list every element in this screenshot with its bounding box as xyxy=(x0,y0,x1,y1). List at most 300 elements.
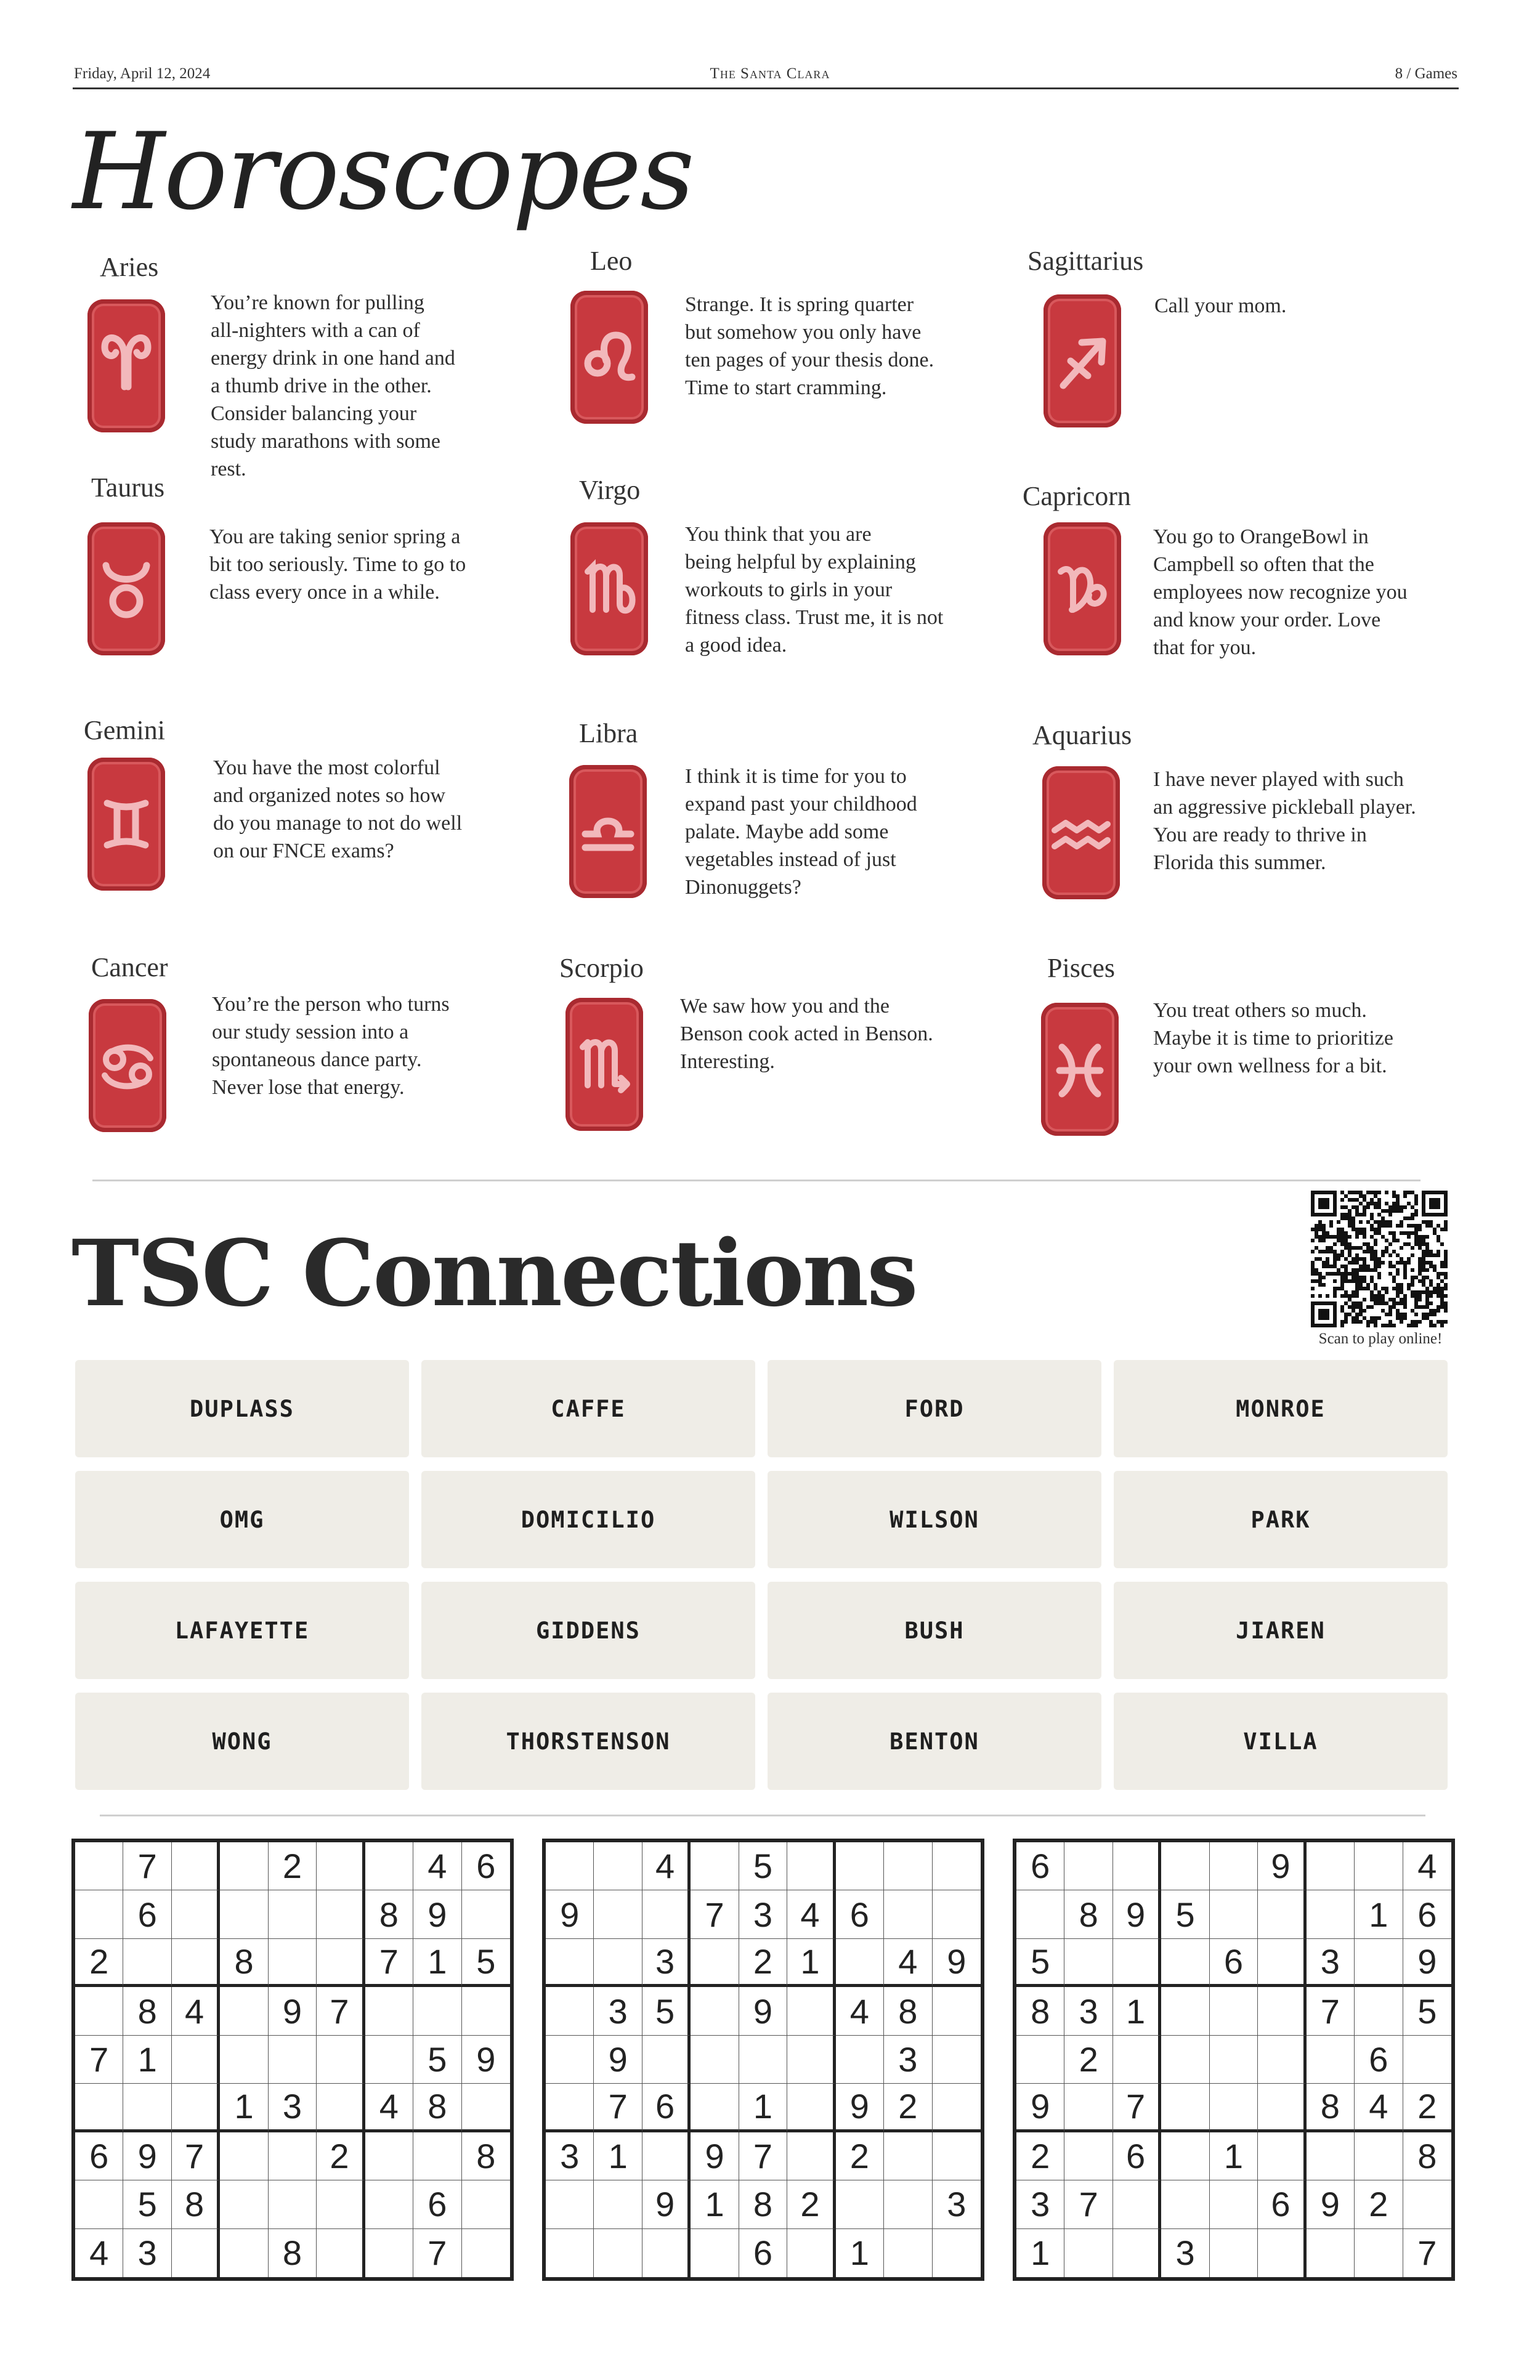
sudoku-cell[interactable] xyxy=(1016,1890,1064,1938)
sudoku-cell[interactable]: 1 xyxy=(594,2132,642,2180)
header-divider xyxy=(73,87,1459,89)
aquarius-icon xyxy=(1042,766,1120,899)
sudoku-cell[interactable]: 2 xyxy=(1064,2036,1112,2084)
sudoku-cell[interactable]: 3 xyxy=(1307,1939,1355,1987)
virgo-icon xyxy=(570,522,648,655)
sudoku-cell[interactable] xyxy=(1210,2180,1258,2228)
sudoku-cell[interactable] xyxy=(462,1987,510,2035)
sudoku-cell[interactable] xyxy=(1161,1842,1209,1890)
sudoku-cell[interactable]: 1 xyxy=(413,1939,461,1987)
sudoku-cell[interactable] xyxy=(269,1939,317,1987)
sudoku-cell[interactable] xyxy=(1307,2229,1355,2277)
aries-icon xyxy=(87,299,165,432)
sudoku-cell[interactable]: 7 xyxy=(1113,2084,1161,2132)
sudoku-cell[interactable]: 5 xyxy=(739,1842,787,1890)
sudoku-cell[interactable] xyxy=(1210,1987,1258,2035)
sudoku-cell[interactable]: 7 xyxy=(413,2229,461,2277)
sudoku-cell[interactable]: 6 xyxy=(1355,2036,1403,2084)
sudoku-cell[interactable]: 9 xyxy=(691,2132,739,2180)
sudoku-cell[interactable] xyxy=(1161,1939,1209,1987)
sudoku-cell[interactable]: 7 xyxy=(594,2084,642,2132)
sudoku-cell[interactable] xyxy=(220,1890,268,1938)
sudoku-cell[interactable] xyxy=(220,2180,268,2228)
sudoku-cell[interactable] xyxy=(172,2084,220,2132)
sudoku-cell[interactable]: 8 xyxy=(365,1890,413,1938)
sudoku-cell[interactable] xyxy=(1258,2084,1306,2132)
sudoku-cell[interactable] xyxy=(691,2036,739,2084)
sudoku-cell[interactable]: 3 xyxy=(1161,2229,1209,2277)
sudoku-cell[interactable]: 5 xyxy=(1403,1987,1451,2035)
connection-word-tile[interactable]: WILSON xyxy=(768,1471,1101,1568)
sudoku-cell[interactable]: 2 xyxy=(1016,2132,1064,2180)
connection-word-tile[interactable]: OMG xyxy=(75,1471,409,1568)
sudoku-cell[interactable]: 6 xyxy=(1113,2132,1161,2180)
sudoku-cell[interactable] xyxy=(220,1842,268,1890)
sudoku-cell[interactable]: 2 xyxy=(884,2084,932,2132)
sudoku-cell[interactable]: 5 xyxy=(642,1987,691,2035)
sudoku-cell[interactable]: 8 xyxy=(269,2229,317,2277)
sudoku-cell[interactable] xyxy=(1064,1939,1112,1987)
sudoku-cell[interactable] xyxy=(365,2036,413,2084)
sudoku-cell[interactable] xyxy=(269,1890,317,1938)
connection-word-tile[interactable]: JIAREN xyxy=(1114,1582,1448,1679)
sudoku-cell[interactable] xyxy=(220,2132,268,2180)
sudoku-cell[interactable]: 3 xyxy=(884,2036,932,2084)
sudoku-cell[interactable]: 1 xyxy=(691,2180,739,2228)
sign-name-cancer: Cancer xyxy=(91,952,168,982)
connection-word-tile[interactable]: BENTON xyxy=(768,1693,1101,1790)
sudoku-cell[interactable] xyxy=(220,2229,268,2277)
sign-text-leo: Strange. It is spring quarter but somehow you only have ten pages of your thesis done. Time to start cramming. xyxy=(685,293,934,399)
sign-name-aries: Aries xyxy=(100,252,159,282)
sudoku-cell[interactable] xyxy=(1210,2036,1258,2084)
sudoku-cell[interactable]: 9 xyxy=(933,1939,981,1987)
sudoku-cell[interactable] xyxy=(933,2229,981,2277)
sudoku-cell[interactable]: 1 xyxy=(1113,1987,1161,2035)
connections-title: TSC Connections xyxy=(71,1220,917,1327)
sudoku-cell[interactable]: 6 xyxy=(1403,1890,1451,1938)
sudoku-cell[interactable]: 4 xyxy=(884,1939,932,1987)
sudoku-cell[interactable] xyxy=(546,2180,594,2228)
sudoku-cell[interactable] xyxy=(1403,2180,1451,2228)
sudoku-cell[interactable] xyxy=(933,2084,981,2132)
page-section: 8 / Games xyxy=(1395,65,1457,82)
sudoku-cell[interactable] xyxy=(269,2180,317,2228)
sudoku-cell[interactable]: 9 xyxy=(413,1890,461,1938)
sudoku-cell[interactable]: 7 xyxy=(172,2132,220,2180)
sudoku-cell[interactable] xyxy=(1113,2180,1161,2228)
sudoku-cell[interactable] xyxy=(269,2132,317,2180)
sudoku-cell[interactable]: 6 xyxy=(462,1842,510,1890)
sudoku-cell[interactable] xyxy=(1064,2084,1112,2132)
sudoku-cell[interactable] xyxy=(1113,1939,1161,1987)
sudoku-cell[interactable]: 8 xyxy=(1016,1987,1064,2035)
sudoku-cell[interactable] xyxy=(123,2084,171,2132)
sudoku-cell[interactable] xyxy=(787,1842,835,1890)
connection-word-tile[interactable]: MONROE xyxy=(1114,1360,1448,1457)
sudoku-cell[interactable]: 2 xyxy=(1355,2180,1403,2228)
sudoku-cell[interactable] xyxy=(836,2036,884,2084)
connection-word-tile[interactable]: CAFFE xyxy=(421,1360,755,1457)
connection-word-tile[interactable]: PARK xyxy=(1114,1471,1448,1568)
sudoku-cell[interactable]: 4 xyxy=(172,1987,220,2035)
sudoku-cell[interactable] xyxy=(546,1939,594,1987)
sudoku-cell[interactable]: 8 xyxy=(123,1987,171,2035)
sudoku-grid-1 xyxy=(71,1839,514,2281)
sudoku-grid-3 xyxy=(1013,1839,1455,2281)
scorpio-icon xyxy=(565,998,643,1131)
sudoku-cell[interactable]: 9 xyxy=(123,2132,171,2180)
sudoku-cell[interactable] xyxy=(1355,2132,1403,2180)
section-divider xyxy=(100,1815,1425,1816)
sudoku-cell[interactable]: 1 xyxy=(1355,1890,1403,1938)
horoscopes-title: Horoscopes xyxy=(73,110,694,233)
sudoku-cell[interactable]: 9 xyxy=(1307,2180,1355,2228)
connection-word-tile[interactable]: BUSH xyxy=(768,1582,1101,1679)
sudoku-cell[interactable]: 6 xyxy=(642,2084,691,2132)
sudoku-cell[interactable] xyxy=(1064,2229,1112,2277)
sudoku-cell[interactable]: 1 xyxy=(836,2229,884,2277)
sudoku-cell[interactable] xyxy=(269,2036,317,2084)
issue-date: Friday, April 12, 2024 xyxy=(74,65,211,82)
gemini-icon xyxy=(87,758,165,891)
sudoku-cell[interactable] xyxy=(365,2132,413,2180)
sudoku-cell[interactable] xyxy=(1161,2036,1209,2084)
sudoku-cell[interactable]: 7 xyxy=(1417,2233,1437,2273)
sudoku-cell[interactable] xyxy=(1161,2084,1209,2132)
sudoku-cell[interactable]: 5 xyxy=(462,1939,510,1987)
sudoku-cell[interactable]: 9 xyxy=(269,1987,317,2035)
sudoku-cell[interactable] xyxy=(317,2229,365,2277)
sudoku-cell[interactable] xyxy=(1258,1939,1306,1987)
sudoku-cell[interactable]: 4 xyxy=(836,1987,884,2035)
sudoku-cell[interactable] xyxy=(365,2180,413,2228)
sudoku-cell[interactable]: 9 xyxy=(1258,1842,1306,1890)
sudoku-cell[interactable] xyxy=(594,1890,642,1938)
sudoku-cell[interactable] xyxy=(1064,1842,1112,1890)
sudoku-cell[interactable]: 3 xyxy=(739,1890,787,1938)
sudoku-cell[interactable] xyxy=(739,2036,787,2084)
sudoku-cell[interactable] xyxy=(1307,2036,1355,2084)
sudoku-cell[interactable] xyxy=(75,2180,123,2228)
sudoku-cell[interactable] xyxy=(462,1890,510,1938)
sudoku-cell[interactable]: 7 xyxy=(1064,2180,1112,2228)
sudoku-cell[interactable]: 4 xyxy=(1403,1842,1451,1890)
sudoku-cell[interactable] xyxy=(1113,2036,1161,2084)
sudoku-cell[interactable] xyxy=(75,1890,123,1938)
sudoku-cell[interactable] xyxy=(462,2180,510,2228)
sudoku-cell[interactable]: 3 xyxy=(1016,2180,1064,2228)
sudoku-cell[interactable]: 1 xyxy=(787,1939,835,1987)
sudoku-cell[interactable] xyxy=(1161,1987,1209,2035)
sudoku-cell[interactable]: 7 xyxy=(691,1890,739,1938)
sign-text-scorpio: We saw how you and the Benson cook acted in Benson. Interesting. xyxy=(680,995,933,1073)
sudoku-cell[interactable]: 4 xyxy=(787,1890,835,1938)
sudoku-cell[interactable]: 8 xyxy=(884,1987,932,2035)
sudoku-cell[interactable] xyxy=(691,1939,739,1987)
connection-word-tile[interactable]: WONG xyxy=(75,1693,409,1790)
sudoku-cell[interactable] xyxy=(594,2180,642,2228)
sudoku-cell[interactable]: 4 xyxy=(1355,2084,1403,2132)
sudoku-cell[interactable]: 4 xyxy=(413,1842,461,1890)
sudoku-cell[interactable] xyxy=(787,2229,835,2277)
capricorn-icon xyxy=(1044,522,1121,655)
sudoku-cell[interactable] xyxy=(1258,2036,1306,2084)
sudoku-cell[interactable]: 8 xyxy=(462,2132,510,2180)
sign-text-aries: You’re known for pulling all-nighters with a can of energy drink in one hand and a thumb drive in the other. Consider balancing your study marathons with some rest. xyxy=(211,291,455,480)
sign-name-gemini: Gemini xyxy=(84,715,165,745)
sudoku-cell[interactable] xyxy=(1307,1842,1355,1890)
sudoku-cell[interactable]: 5 xyxy=(1016,1939,1064,1987)
sudoku-cell[interactable]: 9 xyxy=(594,2036,642,2084)
sagittarius-icon xyxy=(1044,294,1121,427)
sudoku-cell[interactable]: 8 xyxy=(220,1939,268,1987)
sudoku-cell[interactable]: 7 xyxy=(123,1842,171,1890)
sudoku-cell[interactable] xyxy=(220,2036,268,2084)
sudoku-cell[interactable] xyxy=(123,1939,171,1987)
connection-word-tile[interactable]: LAFAYETTE xyxy=(75,1582,409,1679)
sudoku-cell[interactable] xyxy=(317,1939,365,1987)
sudoku-cell[interactable] xyxy=(836,1939,884,1987)
sudoku-cell[interactable]: 5 xyxy=(413,2036,461,2084)
sudoku-cell[interactable]: 9 xyxy=(1016,2084,1064,2132)
sudoku-cell[interactable] xyxy=(546,2036,594,2084)
sudoku-cell[interactable]: 9 xyxy=(1113,1890,1161,1938)
sudoku-cell[interactable] xyxy=(1355,1987,1403,2035)
sudoku-cell[interactable] xyxy=(691,1842,739,1890)
sudoku-cell[interactable]: 2 xyxy=(1403,2084,1451,2132)
connection-word-tile[interactable]: THORSTENSON xyxy=(421,1693,755,1790)
sudoku-cell[interactable] xyxy=(546,2084,594,2132)
sudoku-cell[interactable]: 4 xyxy=(642,1842,691,1890)
sudoku-cell[interactable] xyxy=(884,1890,932,1938)
sudoku-cell[interactable]: 3 xyxy=(546,2132,594,2180)
sign-text-sagittarius: Call your mom. xyxy=(1154,294,1287,317)
sudoku-cell[interactable] xyxy=(1113,2229,1161,2277)
sudoku-cell[interactable]: 9 xyxy=(1403,1939,1451,1987)
sudoku-cell[interactable] xyxy=(317,2180,365,2228)
sudoku-cell[interactable] xyxy=(462,2084,510,2132)
sudoku-cell[interactable] xyxy=(220,1987,268,2035)
sudoku-cell[interactable]: 3 xyxy=(1064,1987,1112,2035)
sudoku-cell[interactable]: 9 xyxy=(739,1987,787,2035)
sudoku-cell[interactable] xyxy=(836,1842,884,1890)
sudoku-cell[interactable]: 6 xyxy=(1210,1939,1258,1987)
sudoku-cell[interactable] xyxy=(884,2180,932,2228)
sudoku-cell[interactable] xyxy=(1258,2229,1306,2277)
connection-word-tile[interactable]: DOMICILIO xyxy=(421,1471,755,1568)
cancer-icon xyxy=(89,999,166,1132)
sudoku-cell[interactable] xyxy=(75,1842,123,1890)
sudoku-cell[interactable] xyxy=(1161,2132,1209,2180)
sudoku-cell[interactable] xyxy=(1307,1890,1355,1938)
sudoku-cell[interactable] xyxy=(546,2229,594,2277)
sudoku-cell[interactable]: 7 xyxy=(1307,1987,1355,2035)
sudoku-cell[interactable]: 2 xyxy=(787,2180,835,2228)
sudoku-cell[interactable] xyxy=(1355,1842,1403,1890)
sudoku-cell[interactable]: 6 xyxy=(75,2132,123,2180)
sudoku-cell[interactable] xyxy=(1016,2036,1064,2084)
sudoku-cell[interactable] xyxy=(642,2036,691,2084)
sign-text-gemini: You have the most colorful and organized notes so how do you manage to not do well on our FNCE exams? xyxy=(213,756,463,862)
sudoku-cell[interactable] xyxy=(365,1842,413,1890)
sudoku-cell[interactable]: 1 xyxy=(1016,2229,1064,2277)
sudoku-cell[interactable]: 8 xyxy=(1307,2084,1355,2132)
sudoku-cell[interactable]: 9 xyxy=(836,2084,884,2132)
sudoku-cell[interactable] xyxy=(642,1890,691,1938)
sudoku-cell[interactable] xyxy=(413,2132,461,2180)
sudoku-cell[interactable]: 2 xyxy=(836,2132,884,2180)
sudoku-cell[interactable] xyxy=(933,1842,981,1890)
sudoku-cell[interactable] xyxy=(1210,2084,1258,2132)
sudoku-cell[interactable] xyxy=(365,1987,413,2035)
sudoku-cell[interactable] xyxy=(787,2084,835,2132)
sudoku-cell[interactable] xyxy=(1210,2229,1258,2277)
sign-name-leo: Leo xyxy=(590,246,633,276)
sudoku-cell[interactable]: 7 xyxy=(317,1987,365,2035)
sudoku-cell[interactable]: 8 xyxy=(1064,1890,1112,1938)
sudoku-cell[interactable] xyxy=(172,2229,220,2277)
sudoku-cell[interactable] xyxy=(75,1987,123,2035)
sudoku-cell[interactable] xyxy=(1161,2180,1209,2228)
sudoku-cell[interactable]: 2 xyxy=(739,1939,787,1987)
sudoku-cell[interactable]: 6 xyxy=(413,2180,461,2228)
sudoku-cell[interactable]: 8 xyxy=(1403,2132,1451,2180)
sudoku-cell[interactable] xyxy=(462,2229,510,2277)
sudoku-cell[interactable]: 8 xyxy=(739,2180,787,2228)
sudoku-cell[interactable] xyxy=(594,1842,642,1890)
leo-icon xyxy=(570,291,648,424)
sudoku-cell[interactable] xyxy=(546,1842,594,1890)
sudoku-cell[interactable]: 1 xyxy=(123,2036,171,2084)
sudoku-cell[interactable] xyxy=(172,2036,220,2084)
sudoku-cell[interactable] xyxy=(1210,1842,1258,1890)
sudoku-cell[interactable] xyxy=(75,2084,123,2132)
sudoku-cell[interactable] xyxy=(933,2036,981,2084)
sudoku-cell[interactable] xyxy=(594,1939,642,1987)
sudoku-cell[interactable] xyxy=(691,1987,739,2035)
sudoku-cell[interactable] xyxy=(594,2229,642,2277)
sudoku-cell[interactable] xyxy=(365,2229,413,2277)
sudoku-cell[interactable] xyxy=(642,2229,691,2277)
sudoku-cell[interactable] xyxy=(787,1987,835,2035)
sign-name-taurus: Taurus xyxy=(91,472,165,503)
sudoku-cell[interactable]: 3 xyxy=(123,2229,171,2277)
sudoku-cell[interactable]: 7 xyxy=(365,1939,413,1987)
sudoku-cell[interactable] xyxy=(933,1890,981,1938)
sudoku-cell[interactable] xyxy=(1258,1890,1306,1938)
sudoku-cell[interactable] xyxy=(884,2229,932,2277)
sign-name-virgo: Virgo xyxy=(579,475,641,505)
sudoku-cell[interactable]: 2 xyxy=(317,2132,365,2180)
sudoku-cell[interactable]: 7 xyxy=(75,2036,123,2084)
sudoku-cell[interactable]: 9 xyxy=(642,2180,691,2228)
sudoku-cell[interactable] xyxy=(787,2132,835,2180)
sudoku-cell[interactable] xyxy=(1355,1939,1403,1987)
sudoku-cell[interactable] xyxy=(546,1987,594,2035)
sudoku-cell[interactable] xyxy=(172,1842,220,1890)
sudoku-cell[interactable]: 2 xyxy=(269,1842,317,1890)
sudoku-cell[interactable] xyxy=(1064,2132,1112,2180)
sudoku-cell[interactable] xyxy=(787,2036,835,2084)
section-divider xyxy=(92,1180,1420,1181)
connection-word-tile[interactable]: FORD xyxy=(768,1360,1101,1457)
sudoku-cell[interactable]: 8 xyxy=(413,2084,461,2132)
sign-text-aquarius: I have never played with such an aggressive pickleball player. You are ready to thrive in Florida this summer. xyxy=(1153,768,1416,874)
sudoku-cell[interactable] xyxy=(691,2084,739,2132)
sudoku-cell[interactable] xyxy=(836,2180,884,2228)
sudoku-cell[interactable] xyxy=(884,1842,932,1890)
sudoku-cell[interactable] xyxy=(642,2132,691,2180)
sign-name-libra: Libra xyxy=(579,718,638,748)
sudoku-cell[interactable]: 4 xyxy=(75,2229,123,2277)
sudoku-cell[interactable] xyxy=(1210,1890,1258,1938)
sudoku-cell[interactable] xyxy=(172,1890,220,1938)
qr-code-icon[interactable] xyxy=(1311,1191,1448,1327)
sudoku-cell[interactable]: 8 xyxy=(172,2180,220,2228)
sudoku-cell[interactable]: 3 xyxy=(269,2084,317,2132)
sudoku-cell[interactable]: 6 xyxy=(1258,2180,1306,2228)
newspaper-name: The Santa Clara xyxy=(710,65,830,82)
sudoku-cell[interactable] xyxy=(317,2036,365,2084)
sudoku-cell[interactable] xyxy=(317,1890,365,1938)
sudoku-cell[interactable] xyxy=(933,1987,981,2035)
taurus-icon xyxy=(87,522,165,655)
sudoku-cell[interactable]: 5 xyxy=(1161,1890,1209,1938)
sign-name-capricorn: Capricorn xyxy=(1023,481,1131,511)
sign-name-sagittarius: Sagittarius xyxy=(1027,246,1144,276)
sudoku-cell[interactable]: 9 xyxy=(546,1890,594,1938)
sudoku-cell[interactable] xyxy=(413,1987,461,2035)
sudoku-cell[interactable] xyxy=(317,2084,365,2132)
sign-text-virgo: You think that you are being helpful by explaining workouts to girls in your fitness class. Trust me, it is not a good idea. xyxy=(685,523,944,657)
sudoku-cell[interactable] xyxy=(1307,2132,1355,2180)
sudoku-cell[interactable]: 4 xyxy=(365,2084,413,2132)
sudoku-cell[interactable]: 1 xyxy=(739,2084,787,2132)
sudoku-cell[interactable]: 6 xyxy=(123,1890,171,1938)
sudoku-cell[interactable]: 1 xyxy=(220,2084,268,2132)
sign-name-scorpio: Scorpio xyxy=(559,953,644,983)
sudoku-cell[interactable]: 2 xyxy=(75,1939,123,1987)
sign-text-cancer: You’re the person who turns our study session into a spontaneous dance party. Never lose that energy. xyxy=(212,993,450,1099)
sign-name-aquarius: Aquarius xyxy=(1032,720,1132,750)
sudoku-cell[interactable]: 7 xyxy=(739,2132,787,2180)
connection-word-tile[interactable]: GIDDENS xyxy=(421,1582,755,1679)
sudoku-cell[interactable] xyxy=(1113,1842,1161,1890)
sudoku-cell[interactable] xyxy=(884,2132,932,2180)
sudoku-cell[interactable]: 3 xyxy=(642,1939,691,1987)
sudoku-cell[interactable] xyxy=(172,1939,220,1987)
sign-text-libra: I think it is time for you to expand past your childhood palate. Maybe add some vegetables instead of just Dinonuggets? xyxy=(685,765,917,899)
sudoku-cell[interactable]: 1 xyxy=(1210,2132,1258,2180)
sudoku-cell[interactable]: 9 xyxy=(462,2036,510,2084)
sudoku-cell[interactable] xyxy=(1258,1987,1306,2035)
sudoku-cell[interactable]: 5 xyxy=(123,2180,171,2228)
sudoku-cell[interactable]: 6 xyxy=(1016,1842,1064,1890)
connection-word-tile[interactable]: VILLA xyxy=(1114,1693,1448,1790)
sudoku-cell[interactable] xyxy=(691,2229,739,2277)
sudoku-cell[interactable]: 6 xyxy=(739,2229,787,2277)
sudoku-cell[interactable] xyxy=(317,1842,365,1890)
sudoku-cell[interactable] xyxy=(933,2132,981,2180)
sudoku-cell[interactable]: 3 xyxy=(933,2180,981,2228)
sudoku-cell[interactable] xyxy=(1403,2036,1451,2084)
sudoku-cell[interactable] xyxy=(1355,2229,1403,2277)
sudoku-cell[interactable] xyxy=(1258,2132,1306,2180)
sudoku-cell[interactable]: 3 xyxy=(594,1987,642,2035)
sudoku-cell[interactable]: 6 xyxy=(836,1890,884,1938)
connection-word-tile[interactable]: DUPLASS xyxy=(75,1360,409,1457)
